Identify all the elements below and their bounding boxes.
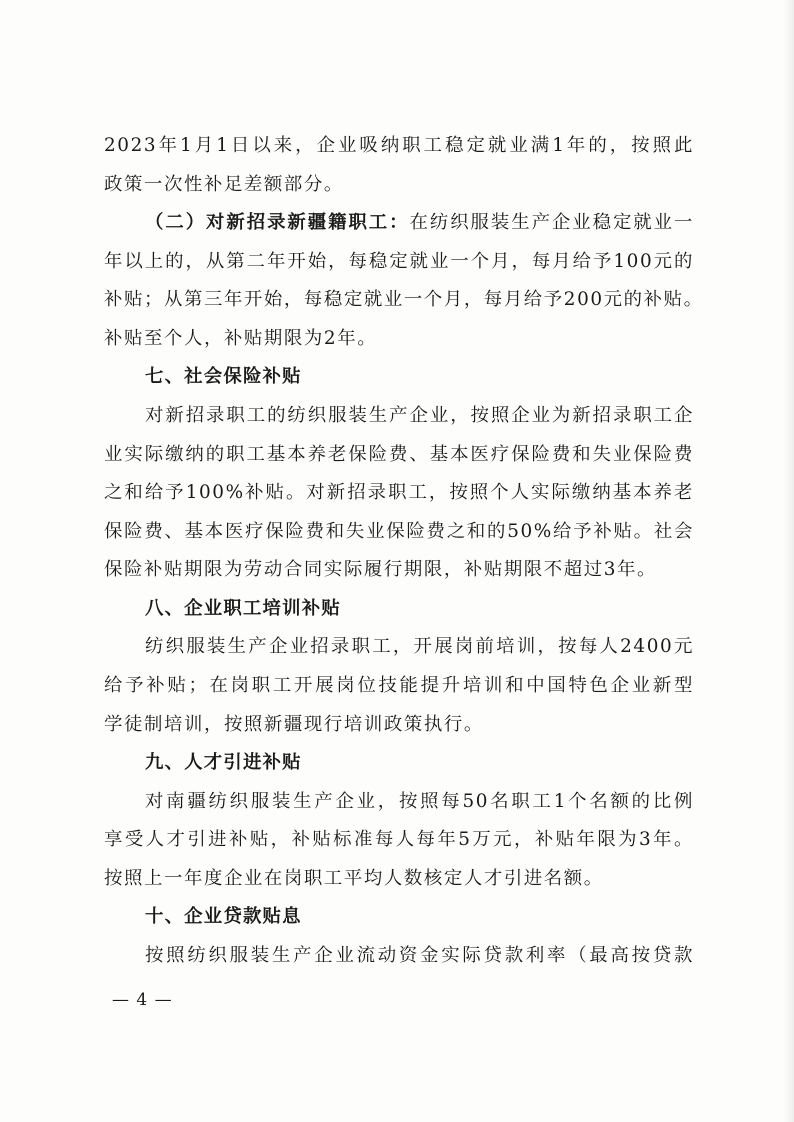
paragraph-lead: （二）对新招录新疆籍职工： [145,212,410,233]
body-text: 在纺织服装生产企业稳定就业一 [409,212,694,233]
body-line: 2023年1月1日以来，企业吸纳职工稳定就业满1年的，按照此 [104,135,694,156]
body-line: 享受人才引进补贴，补贴标准每人每年5万元，补贴年限为3年。 [104,829,694,850]
body-line: 保险费、基本医疗保险费和失业保险费之和的50%给予补贴。社会 [104,521,694,542]
body-line: 按照上一年度企业在岗职工平均人数核定人才引进名额。 [104,868,604,889]
body-line: 纺织服装生产企业招录职工，开展岗前培训，按每人2400元 [145,636,694,657]
body-line: 补贴至个人，补贴期限为2年。 [104,328,378,349]
section-heading: 九、人才引进补贴 [145,752,302,773]
page-number: — 4 — [112,990,173,1010]
body-line: 政策一次性补足差额部分。 [104,174,344,195]
body-line: 给予补贴；在岗职工开展岗位技能提升培训和中国特色企业新型 [104,675,694,696]
body-line: 年以上的，从第二年开始，每稳定就业一个月，每月给予100元的 [104,251,694,272]
body-line: 对新招录职工的纺织服装生产企业，按照企业为新招录职工企 [145,405,694,426]
body-line: 补贴；从第三年开始，每稳定就业一个月，每月给予200元的补贴。 [104,289,704,310]
body-line: 之和给予100%补贴。对新招录职工，按照个人实际缴纳基本养老 [104,482,694,503]
body-line: 学徒制培训，按照新疆现行培训政策执行。 [104,714,484,735]
body-line [145,204,694,242]
section-heading: 八、企业职工培训补贴 [145,598,341,619]
page-edge-shadow [784,0,794,1122]
body-line: 保险补贴期限为劳动合同实际履行期限，补贴期限不超过3年。 [104,559,658,580]
section-heading: 七、社会保险补贴 [145,366,302,387]
section-heading: 十、企业贷款贴息 [145,906,302,927]
body-line: 按照纺织服装生产企业流动资金实际贷款利率（最高按贷款 [145,945,694,966]
body-line: 对南疆纺织服装生产企业，按照每50名职工1个名额的比例 [145,791,694,812]
body-line: 业实际缴纳的职工基本养老保险费、基本医疗保险费和失业保险费 [104,444,694,465]
